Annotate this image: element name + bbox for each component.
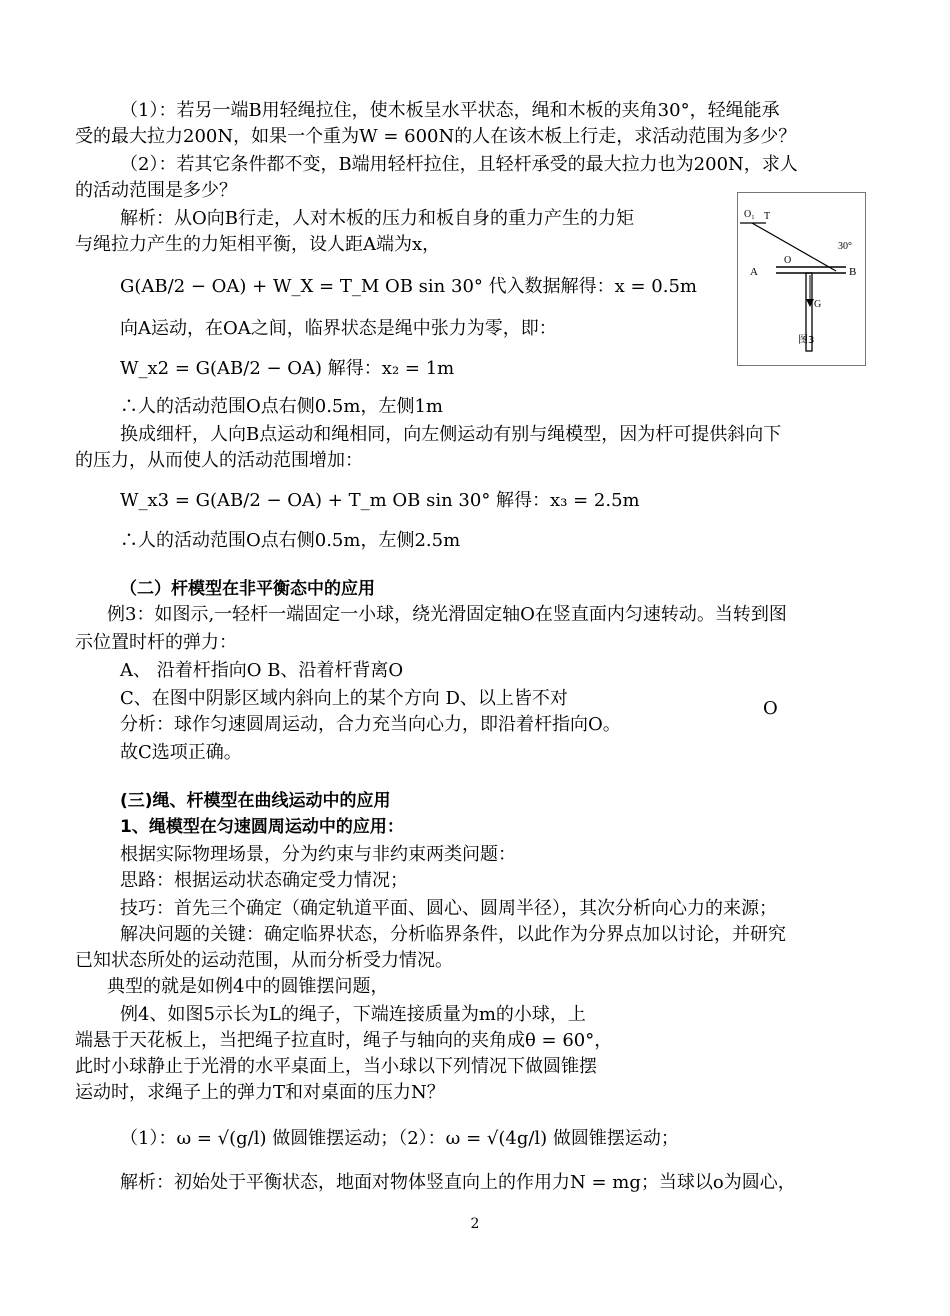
text-line: 受的最大拉力200N，如果一个重为W = 600N的人在该木板上行走，求活动范围为多少？ bbox=[75, 126, 797, 147]
label-b: B bbox=[849, 266, 857, 278]
figure-3 bbox=[737, 192, 866, 366]
text-line: （1）：ω = √(g/l) 做圆锥摆运动；（2）：ω = √(4g/l) 做圆锥摆运动； bbox=[120, 1128, 679, 1149]
text-line: W_x2 = G(AB/2 − OA) 解得：x₂ = 1m bbox=[120, 358, 455, 379]
label-o1: O₁ bbox=[744, 209, 755, 220]
figure-caption: 图3 bbox=[798, 335, 815, 346]
figure-3-diagram bbox=[738, 193, 865, 365]
text-line: 的压力，从而使人的活动范围增加： bbox=[75, 450, 363, 471]
text-line: 此时小球静止于光滑的水平桌面上，当小球以下列情况下做圆锥摆 bbox=[75, 1056, 597, 1077]
arrowhead bbox=[806, 299, 814, 307]
text-line: 向A运动，在OA之间，临界状态是绳中张力为零，即： bbox=[120, 318, 557, 339]
section-heading: （二）杆模型在非平衡态中的应用 bbox=[120, 579, 375, 599]
figure-o-label: O bbox=[763, 698, 778, 719]
text-line: G(AB/2 − OA) + W_X = T_M OB sin 30° 代入数据解得：x = 0.5m bbox=[120, 276, 697, 297]
text-line: 与绳拉力产生的力矩相平衡，设人距A端为x， bbox=[75, 234, 441, 255]
text-line: 分析：球作匀速圆周运动，合力充当向心力，即沿着杆指向O。 bbox=[120, 714, 621, 735]
label-g: G bbox=[814, 299, 822, 310]
text-line: 故C选项正确。 bbox=[120, 742, 242, 763]
text-line: 运动时，求绳子上的弹力T和对桌面的压力N？ bbox=[75, 1082, 445, 1103]
text-line: A、 沿着杆指向O B、沿着杆背离O bbox=[120, 660, 404, 681]
text-line: 解析：初始处于平衡状态，地面对物体竖直向上的作用力N = mg；当球以o为圆心， bbox=[120, 1172, 796, 1193]
text-line: （2）：若其它条件都不变，B端用轻杆拉住，且轻杆承受的最大拉力也为200N，求人 bbox=[120, 154, 798, 175]
text-line: 的活动范围是多少？ bbox=[75, 180, 237, 201]
text-line: 根据实际物理场景，分为约束与非约束两类问题： bbox=[120, 844, 516, 865]
text-line: ∴人的活动范围O点右侧0.5m，左侧1m bbox=[120, 396, 443, 417]
section-heading: 1、绳模型在匀速圆周运动中的应用： bbox=[120, 817, 404, 837]
text-line: 典型的就是如例4中的圆锥摆问题， bbox=[107, 976, 389, 997]
text-line: 解决问题的关键：确定临界状态，分析临界条件，以此作为分界点加以讨论，并研究 bbox=[120, 924, 786, 945]
text-line: 例3：如图示,一轻杆一端固定一小球，绕光滑固定轴O在竖直面内匀速转动。当转到图 bbox=[107, 604, 787, 625]
text-line: 思路：根据运动状态确定受力情况； bbox=[120, 870, 408, 891]
text-line: 技巧：首先三个确定（确定轨道平面、圆心、圆周半径），其次分析向心力的来源； bbox=[120, 898, 777, 919]
text-line: （1）：若另一端B用轻绳拉住，使木板呈水平状态，绳和木板的夹角30°，轻绳能承 bbox=[120, 100, 780, 121]
page-number: 2 bbox=[470, 1216, 480, 1232]
label-a: A bbox=[750, 266, 758, 278]
label-angle: 30° bbox=[838, 241, 852, 252]
text-line: ∴人的活动范围O点右侧0.5m，左侧2.5m bbox=[120, 530, 461, 551]
section-heading: (三)绳、杆模型在曲线运动中的应用 bbox=[120, 791, 391, 811]
text-line: 解析：从O向B行走，人对木板的压力和板自身的重力产生的力矩 bbox=[120, 208, 634, 229]
text-line: 换成细杆，人向B点运动和绳相同，向左侧运动有别与绳模型，因为杆可提供斜向下 bbox=[120, 424, 782, 445]
text-line: 示位置时杆的弹力： bbox=[75, 632, 237, 653]
rope-line bbox=[752, 223, 836, 271]
text-line: W_x3 = G(AB/2 − OA) + T_m OB sin 30° 解得：x₃ = 2.5m bbox=[120, 490, 640, 511]
text-line: 端悬于天花板上，当把绳子拉直时，绳子与轴向的夹角成θ = 60°， bbox=[75, 1030, 613, 1051]
label-o: O bbox=[784, 255, 792, 266]
label-t: T bbox=[764, 211, 771, 222]
text-line: 已知状态所处的运动范围，从而分析受力情况。 bbox=[75, 950, 453, 971]
text-line: C、在图中阴影区域内斜向上的某个方向 D、以上皆不对 bbox=[120, 688, 568, 709]
text-line: 例4、如图5示长为L的绳子，下端连接质量为m的小球，上 bbox=[120, 1004, 586, 1025]
